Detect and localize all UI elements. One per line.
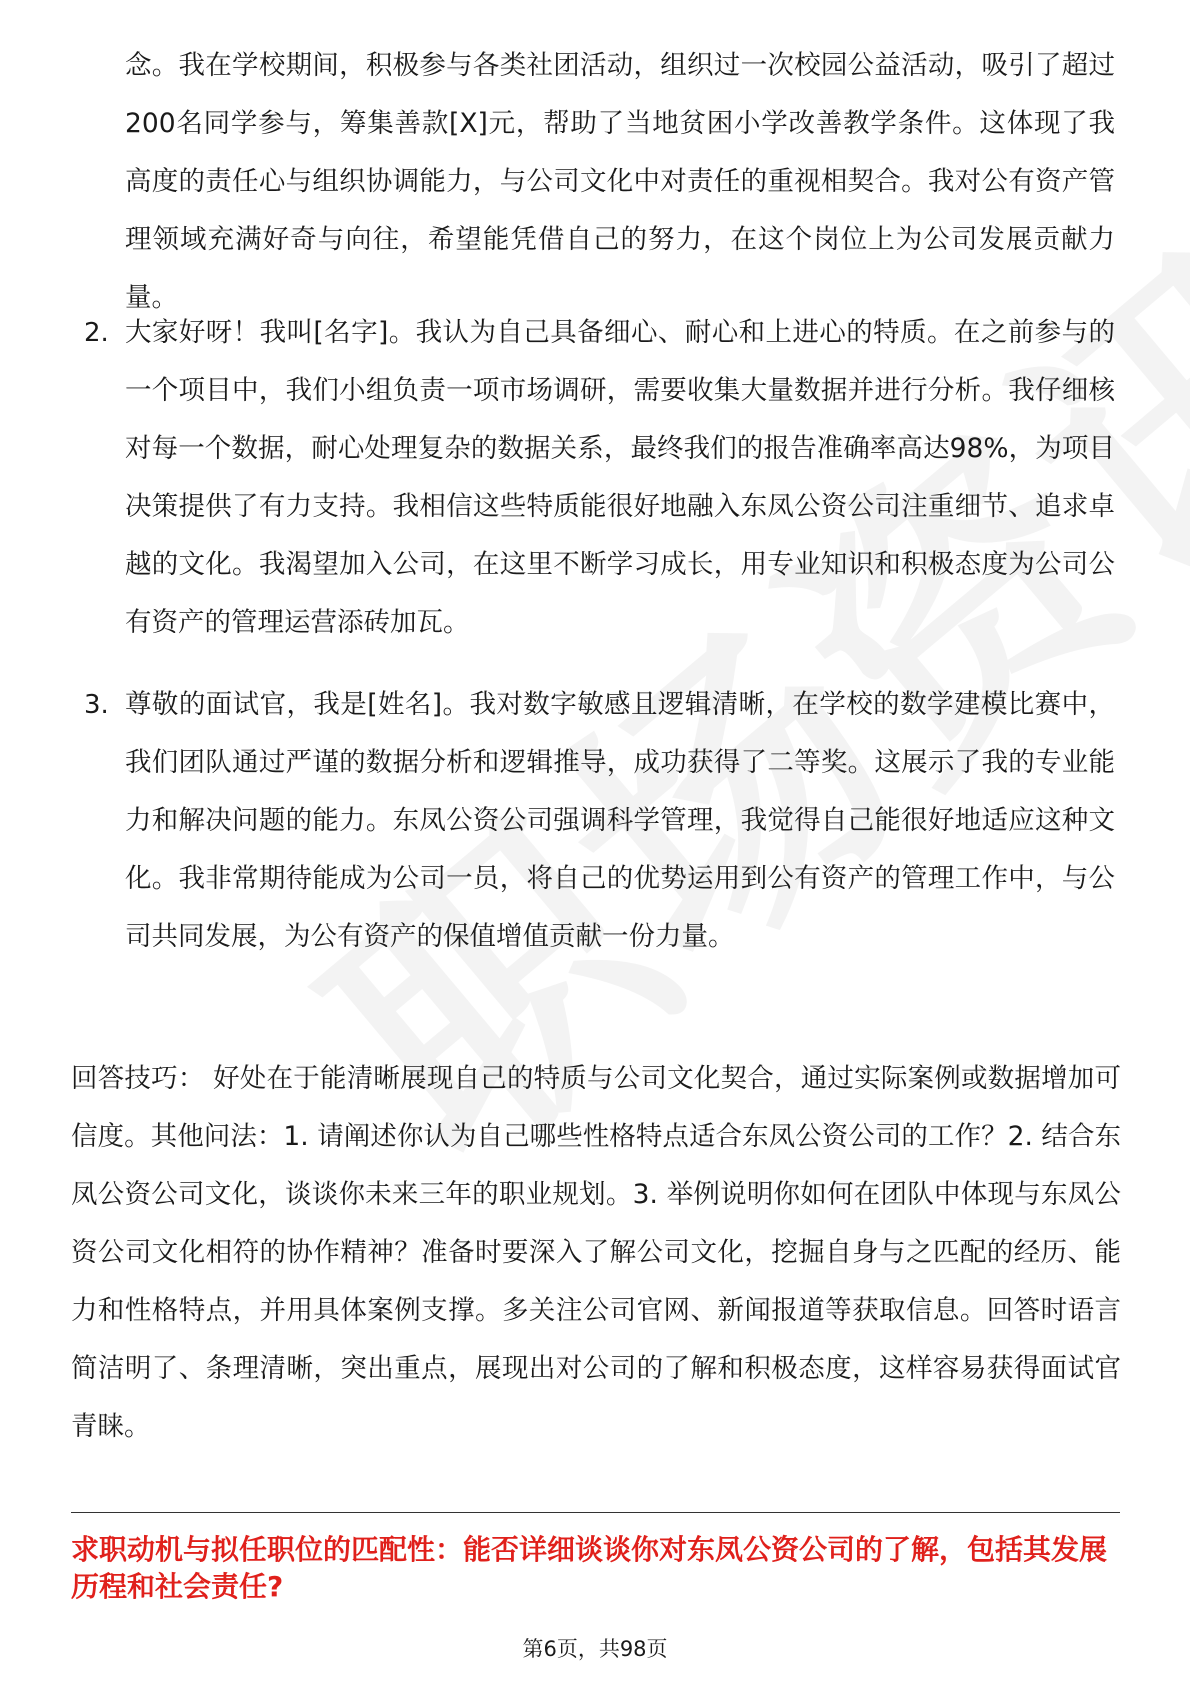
list-item-number: 2. <box>84 318 109 348</box>
page-footer: 第6页，共98页 <box>522 1637 668 1661</box>
section-divider <box>71 1512 1120 1513</box>
next-question-heading: 求职动机与拟任职位的匹配性：能否详细谈谈你对东凤公资公司的了解，包括其发展历程和社会责任? <box>71 1533 1108 1603</box>
answer-tips: 回答技巧： 好处在于能清晰展现自己的特质与公司文化契合，通过实际案例或数据增加可信度。其他问法：1. 请阐述你认为自己哪些性格特点适合东凤公资公司的工作？2. 结合东凤公资公司文化，谈谈你未来三年的职业规划。3. 举例说明你如何在团队中体现与东凤公资公司文化相符的协作精神？准备时要深入了解公司文化，挖掘自身与之匹配的经历、能力和性格特点，并用具体案例支撑。多关注公司官网、新闻报道等获取信息。回答时语言简洁明了、条理清晰，突出重点，展现出对公司的了解和积极态度，这样容易获得面试官青睐。 <box>71 1063 1121 1442</box>
list-item-number: 3. <box>84 690 109 720</box>
list-item-text: 念。我在学校期间，积极参与各类社团活动，组织过一次校园公益活动，吸引了超过200名同学参与，筹集善款[X]元，帮助了当地贫困小学改善教学条件。这体现了我高度的责任心与组织协调能力，与公司文化中对责任的重视相契合。我对公有资产管理领域充满好奇与向往，希望能凭借自己的努力，在这个岗位上为公司发展贡献力量。 <box>125 50 1115 313</box>
list-item-text: 尊敬的面试官，我是[姓名]。我对数字敏感且逻辑清晰，在学校的数学建模比赛中，我们团队通过严谨的数据分析和逻辑推导，成功获得了二等奖。这展示了我的专业能力和解决问题的能力。东凤公资公司强调科学管理，我觉得自己能很好地适应这种文化。我非常期待能成为公司一员，将自己的优势运用到公有资产的管理工作中，与公司共同发展，为公有资产的保值增值贡献一份力量。 <box>125 689 1115 952</box>
list-item-text: 大家好呀！我叫[名字]。我认为自己具备细心、耐心和上进心的特质。在之前参与的一个项目中，我们小组负责一项市场调研，需要收集大量数据并进行分析。我仔细核对每一个数据，耐心处理复杂的数据关系，最终我们的报告准确率高达98%，为项目决策提供了有力支持。我相信这些特质能很好地融入东凤公资公司注重细节、追求卓越的文化。我渴望加入公司，在这里不断学习成长，用专业知识和积极态度为公司公有资产的管理运营添砖加瓦。 <box>125 317 1115 638</box>
